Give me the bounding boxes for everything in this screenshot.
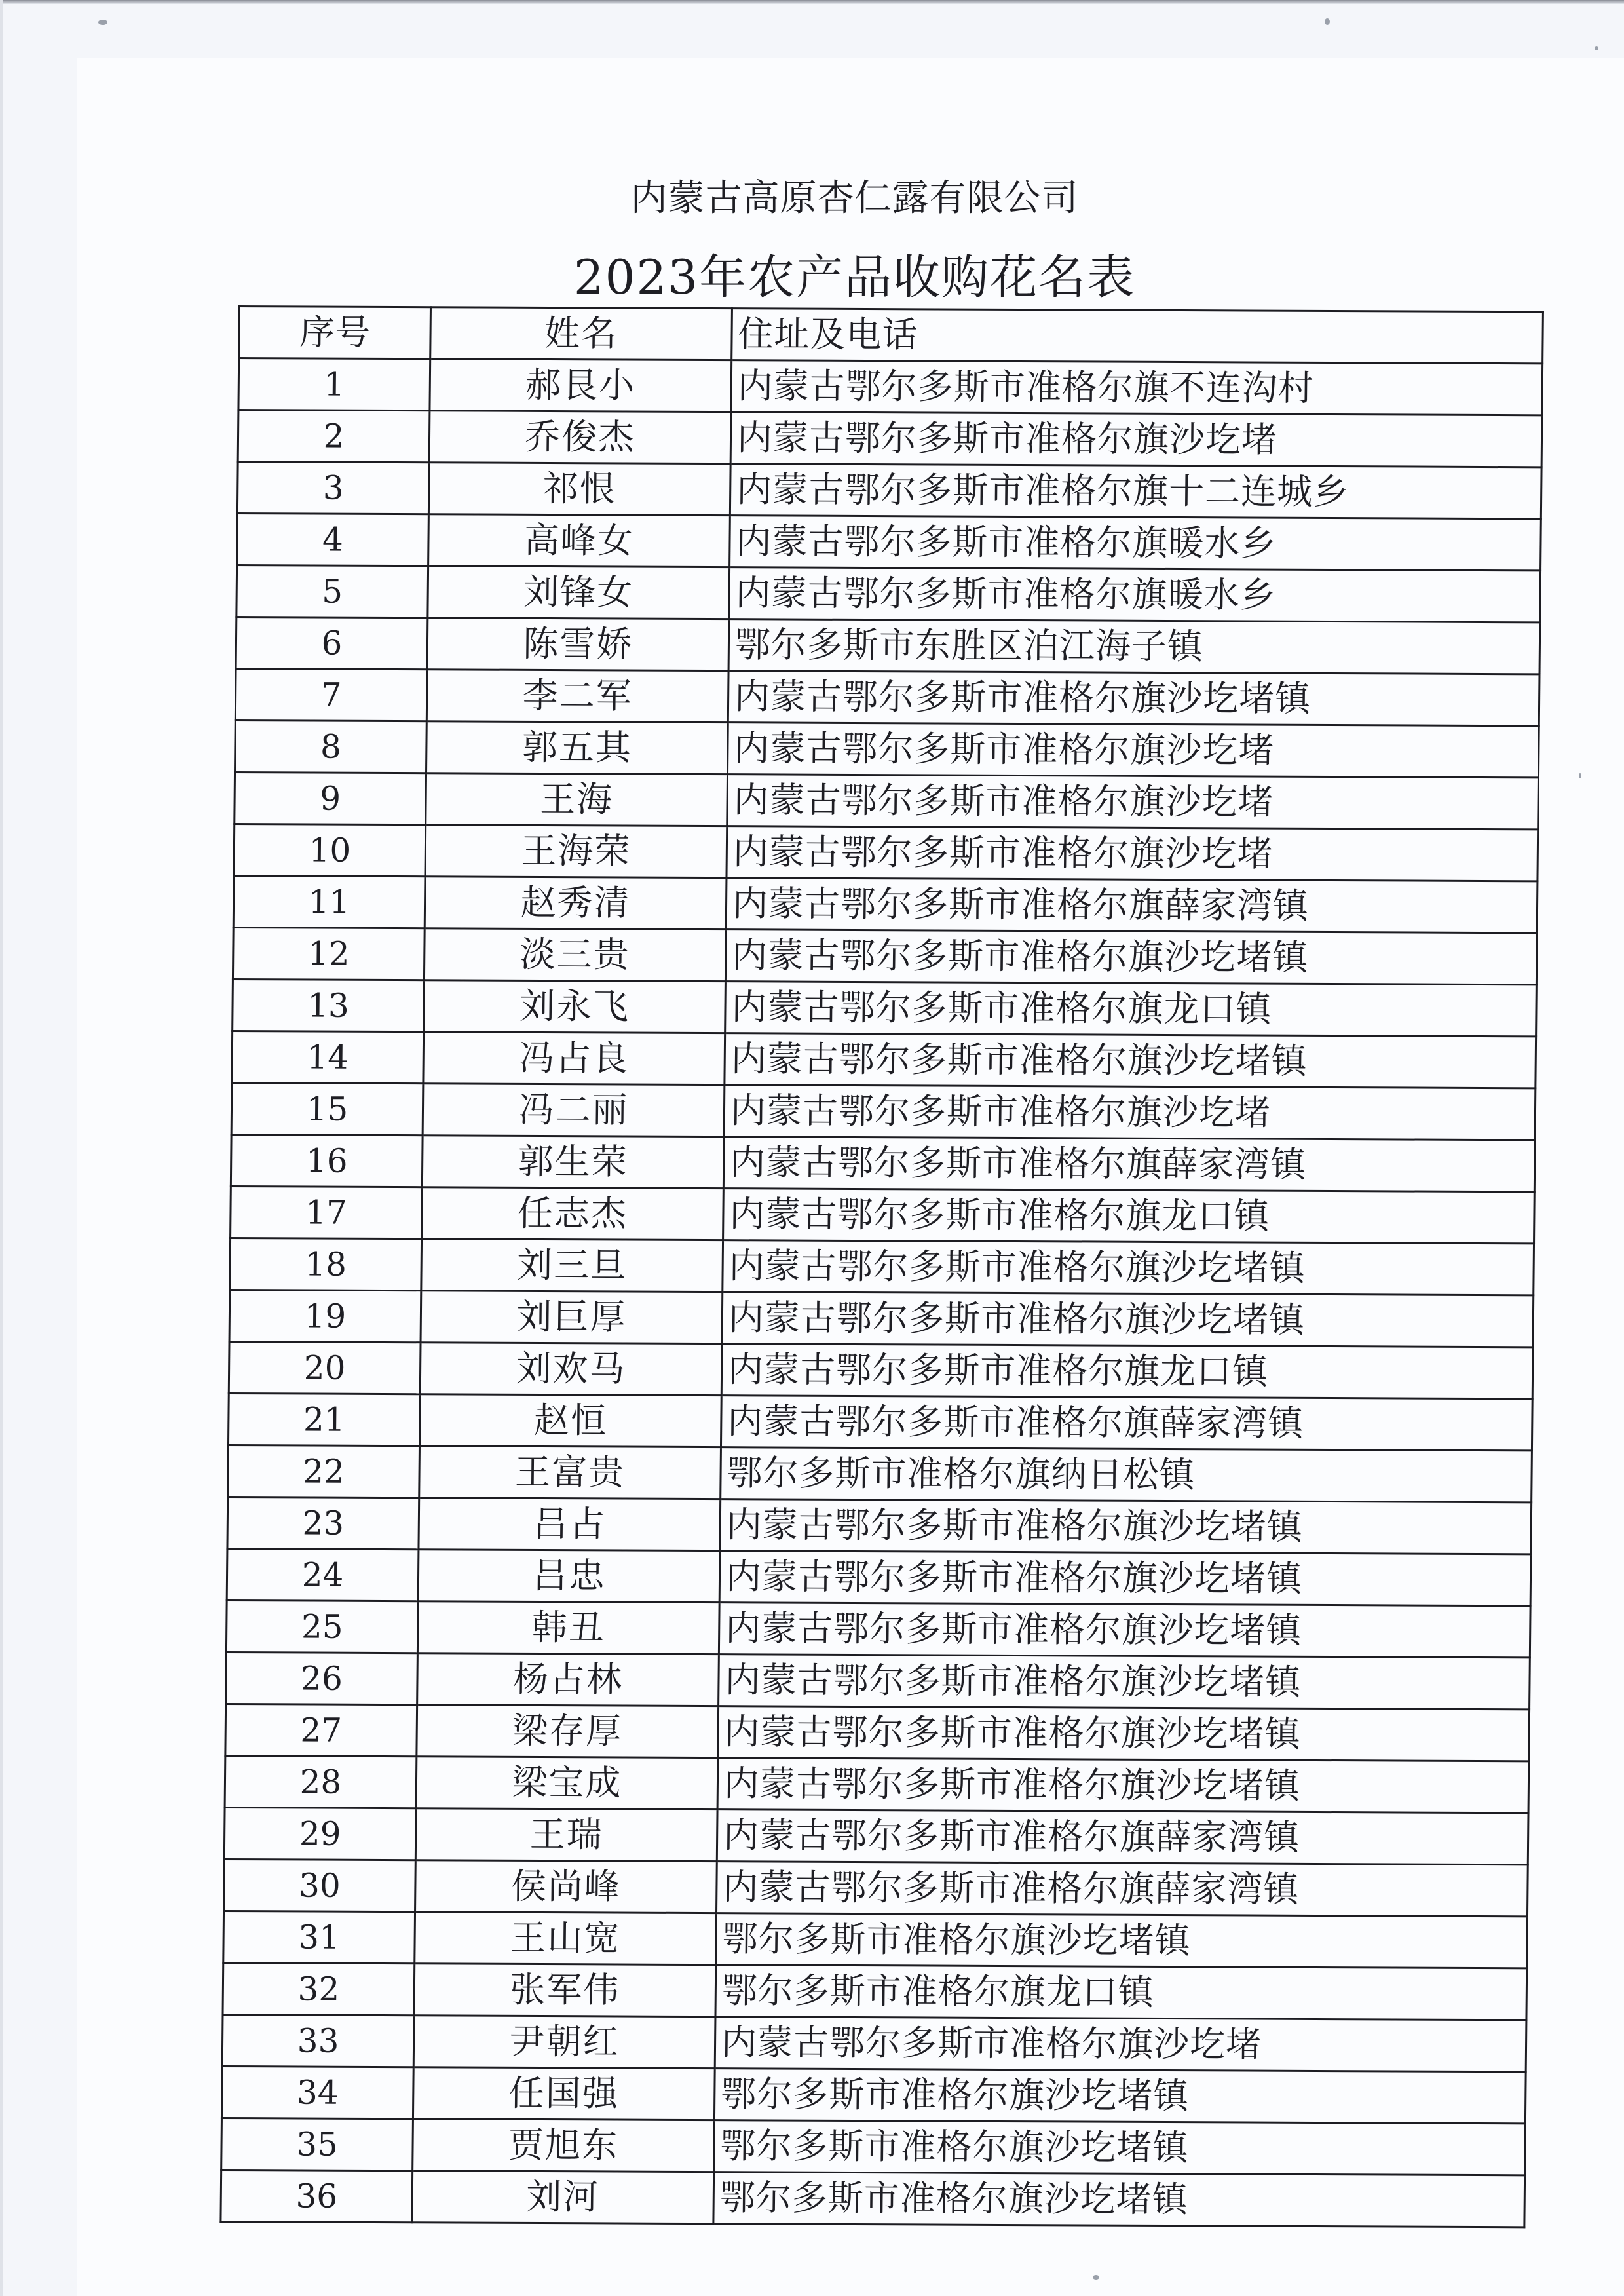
row-address: 鄂尔多斯市准格尔旗纳日松镇 <box>721 1447 1532 1502</box>
row-name: 刘巨厚 <box>421 1291 723 1344</box>
row-address: 内蒙古鄂尔多斯市准格尔旗薛家湾镇 <box>717 1810 1528 1865</box>
row-name: 梁存厚 <box>417 1705 719 1758</box>
row-address: 内蒙古鄂尔多斯市准格尔旗沙圪堵 <box>715 2017 1526 2072</box>
row-name: 冯占良 <box>423 1032 725 1085</box>
table-row <box>221 2118 1526 2175</box>
row-number: 24 <box>227 1548 419 1601</box>
row-address: 内蒙古鄂尔多斯市准格尔旗沙圪堵镇 <box>719 1551 1531 1606</box>
row-number: 18 <box>230 1238 422 1290</box>
row-address: 内蒙古鄂尔多斯市准格尔旗暖水乡 <box>729 567 1541 622</box>
roster-table <box>219 305 1544 2228</box>
table-row <box>227 1497 1532 1554</box>
row-number: 4 <box>237 514 429 566</box>
table-row <box>227 1548 1531 1605</box>
table-row <box>235 773 1539 830</box>
row-name: 梁宝成 <box>416 1757 718 1810</box>
row-address: 内蒙古鄂尔多斯市准格尔旗龙口镇 <box>725 982 1537 1037</box>
row-name: 高峰女 <box>428 514 730 567</box>
company-name: 内蒙古高原杏仁露有限公司 <box>630 177 1079 220</box>
row-address: 内蒙古鄂尔多斯市准格尔旗沙圪堵 <box>728 723 1539 778</box>
document-title: 2023年农产品收购花名表 <box>573 250 1136 305</box>
row-name: 刘三旦 <box>421 1239 723 1292</box>
row-address: 内蒙古鄂尔多斯市准格尔旗沙圪堵 <box>724 1085 1536 1140</box>
row-address: 内蒙古鄂尔多斯市准格尔旗沙圪堵镇 <box>722 1292 1534 1347</box>
row-number: 20 <box>229 1341 421 1394</box>
row-number: 32 <box>223 1962 415 2015</box>
row-name: 王海 <box>426 773 728 826</box>
row-number: 13 <box>233 979 425 1031</box>
row-address: 内蒙古鄂尔多斯市准格尔旗沙圪堵 <box>730 412 1542 467</box>
row-name: 刘永飞 <box>424 980 726 1033</box>
table-row <box>231 1082 1536 1139</box>
row-name: 贾旭东 <box>413 2119 715 2172</box>
row-address: 内蒙古鄂尔多斯市准格尔旗薛家湾镇 <box>717 1862 1528 1917</box>
row-number: 34 <box>221 2066 413 2118</box>
table-row <box>224 1859 1528 1916</box>
row-name: 王山宽 <box>415 1912 717 1965</box>
row-name: 王富贵 <box>419 1446 721 1499</box>
scan-left-edge <box>0 0 3 2296</box>
row-number: 27 <box>225 1704 417 1756</box>
row-number: 25 <box>226 1600 418 1653</box>
row-number: 26 <box>226 1652 418 1704</box>
row-name: 王瑞 <box>415 1808 717 1862</box>
row-name: 吕占 <box>419 1498 721 1551</box>
row-address: 内蒙古鄂尔多斯市准格尔旗沙圪堵镇 <box>719 1655 1530 1710</box>
row-name: 尹朝红 <box>413 2016 715 2069</box>
table-row <box>225 1755 1529 1812</box>
row-name: 乔俊杰 <box>429 411 731 464</box>
table-row <box>229 1290 1534 1347</box>
table-row <box>234 824 1538 881</box>
row-address: 内蒙古鄂尔多斯市准格尔旗十二连城乡 <box>730 464 1541 519</box>
header-number: 序号 <box>239 307 431 359</box>
row-number: 16 <box>231 1134 423 1187</box>
row-address: 内蒙古鄂尔多斯市准格尔旗沙圪堵镇 <box>728 671 1539 726</box>
table-row <box>221 2066 1526 2123</box>
table-row <box>221 2170 1525 2227</box>
table-row <box>223 1962 1527 2019</box>
row-address: 内蒙古鄂尔多斯市准格尔旗薛家湾镇 <box>721 1396 1532 1451</box>
table-row <box>233 927 1537 984</box>
row-address: 内蒙古鄂尔多斯市准格尔旗沙圪堵镇 <box>725 930 1537 985</box>
row-name: 吕忠 <box>418 1550 720 1603</box>
table-row <box>230 1238 1534 1295</box>
row-number: 23 <box>227 1497 419 1549</box>
row-number: 3 <box>237 462 429 514</box>
row-number: 31 <box>223 1911 415 1963</box>
row-number: 33 <box>222 2014 414 2067</box>
roster-table-container <box>220 305 1542 2221</box>
row-address: 内蒙古鄂尔多斯市准格尔旗沙圪堵镇 <box>717 1758 1529 1813</box>
table-row <box>235 721 1539 778</box>
row-address: 内蒙古鄂尔多斯市准格尔旗暖水乡 <box>730 516 1541 571</box>
row-number: 7 <box>235 669 427 721</box>
row-number: 9 <box>235 773 426 825</box>
row-address: 内蒙古鄂尔多斯市准格尔旗沙圪堵镇 <box>720 1499 1532 1554</box>
row-number: 15 <box>231 1082 423 1135</box>
table-row <box>231 1134 1535 1191</box>
row-address: 内蒙古鄂尔多斯市准格尔旗沙圪堵镇 <box>723 1240 1534 1295</box>
row-name: 郭生荣 <box>422 1136 724 1189</box>
table-row <box>232 1031 1536 1088</box>
table-row <box>225 1704 1530 1761</box>
row-name: 冯二丽 <box>423 1084 725 1137</box>
row-address: 内蒙古鄂尔多斯市准格尔旗沙圪堵 <box>727 826 1538 881</box>
row-number: 8 <box>235 721 427 773</box>
row-number: 14 <box>232 1031 424 1083</box>
row-address: 内蒙古鄂尔多斯市准格尔旗龙口镇 <box>723 1189 1535 1244</box>
row-address: 内蒙古鄂尔多斯市准格尔旗薛家湾镇 <box>723 1137 1535 1192</box>
row-address: 鄂尔多斯市准格尔旗沙圪堵镇 <box>714 2069 1526 2124</box>
row-address: 鄂尔多斯市准格尔旗沙圪堵镇 <box>714 2120 1526 2175</box>
table-row <box>238 358 1543 415</box>
scan-top-edge <box>0 0 1624 4</box>
row-name: 张军伟 <box>414 1964 716 2017</box>
row-number: 11 <box>233 875 425 928</box>
row-name: 淡三贵 <box>424 928 726 982</box>
row-number: 22 <box>228 1445 420 1497</box>
table-row <box>222 2014 1526 2071</box>
row-address: 鄂尔多斯市准格尔旗龙口镇 <box>715 1965 1527 2020</box>
row-name: 陈雪娇 <box>427 618 729 671</box>
table-row <box>236 617 1540 674</box>
row-number: 1 <box>238 358 430 411</box>
row-number: 2 <box>238 410 430 463</box>
row-number: 29 <box>224 1807 416 1860</box>
row-number: 21 <box>228 1393 420 1445</box>
table-row <box>223 1911 1528 1968</box>
table-row <box>237 514 1541 571</box>
scan-speck <box>98 20 107 25</box>
row-name: 郭五其 <box>426 721 728 775</box>
row-name: 祁恨 <box>428 463 730 516</box>
row-address: 内蒙古鄂尔多斯市准格尔旗沙圪堵镇 <box>725 1033 1536 1088</box>
row-number: 28 <box>225 1755 417 1808</box>
table-row <box>228 1393 1532 1450</box>
table-row <box>233 979 1537 1036</box>
table-row <box>231 1186 1535 1243</box>
row-number: 35 <box>221 2118 413 2170</box>
header-name: 姓名 <box>430 307 732 360</box>
row-address: 内蒙古鄂尔多斯市准格尔旗沙圪堵镇 <box>719 1603 1530 1658</box>
scan-speck <box>1579 773 1581 778</box>
row-number: 30 <box>224 1859 416 1911</box>
row-name: 郝艮小 <box>430 359 732 412</box>
row-name: 韩丑 <box>417 1601 719 1655</box>
table-row <box>237 462 1541 519</box>
row-name: 李二军 <box>426 670 728 723</box>
row-address: 鄂尔多斯市准格尔旗沙圪堵镇 <box>716 1913 1528 1968</box>
table-row <box>238 410 1542 467</box>
row-name: 王海荣 <box>425 825 727 878</box>
row-number: 6 <box>236 617 428 670</box>
row-name: 刘锋女 <box>428 566 730 619</box>
row-name: 杨占林 <box>417 1653 719 1706</box>
roster-table-body <box>221 358 1543 2227</box>
row-address: 内蒙古鄂尔多斯市准格尔旗沙圪堵 <box>727 775 1539 830</box>
row-address: 内蒙古鄂尔多斯市准格尔旗薛家湾镇 <box>726 878 1538 933</box>
row-address: 鄂尔多斯市准格尔旗沙圪堵镇 <box>713 2172 1525 2227</box>
row-address: 鄂尔多斯市东胜区泊江海子镇 <box>728 619 1540 674</box>
row-name: 刘欢马 <box>420 1343 722 1396</box>
row-number: 5 <box>236 565 428 618</box>
table-row <box>233 875 1538 932</box>
row-address: 内蒙古鄂尔多斯市准格尔旗不连沟村 <box>731 360 1543 415</box>
row-number: 36 <box>221 2170 413 2222</box>
row-name: 任志杰 <box>422 1187 724 1240</box>
row-name: 任国强 <box>413 2067 715 2120</box>
table-row <box>224 1807 1528 1864</box>
table-row <box>229 1341 1533 1398</box>
table-header-row <box>239 307 1543 364</box>
row-name: 刘河 <box>412 2171 714 2224</box>
header-address: 住址及电话 <box>732 309 1543 364</box>
row-address: 内蒙古鄂尔多斯市准格尔旗龙口镇 <box>721 1344 1533 1399</box>
table-row <box>226 1652 1530 1709</box>
scan-speck <box>1595 46 1598 50</box>
row-name: 赵秀清 <box>425 877 727 930</box>
row-number: 19 <box>229 1290 421 1342</box>
row-name: 侯尚峰 <box>415 1860 717 1913</box>
row-number: 12 <box>233 927 425 980</box>
table-row <box>236 565 1541 622</box>
table-row <box>226 1600 1530 1657</box>
row-name: 赵恒 <box>419 1394 721 1447</box>
scan-speck <box>1093 2275 1099 2280</box>
row-number: 10 <box>234 824 426 876</box>
table-row <box>228 1445 1532 1502</box>
row-address: 内蒙古鄂尔多斯市准格尔旗沙圪堵镇 <box>718 1706 1530 1761</box>
row-number: 17 <box>231 1186 423 1238</box>
table-row <box>235 669 1539 726</box>
scan-speck <box>1325 18 1330 25</box>
